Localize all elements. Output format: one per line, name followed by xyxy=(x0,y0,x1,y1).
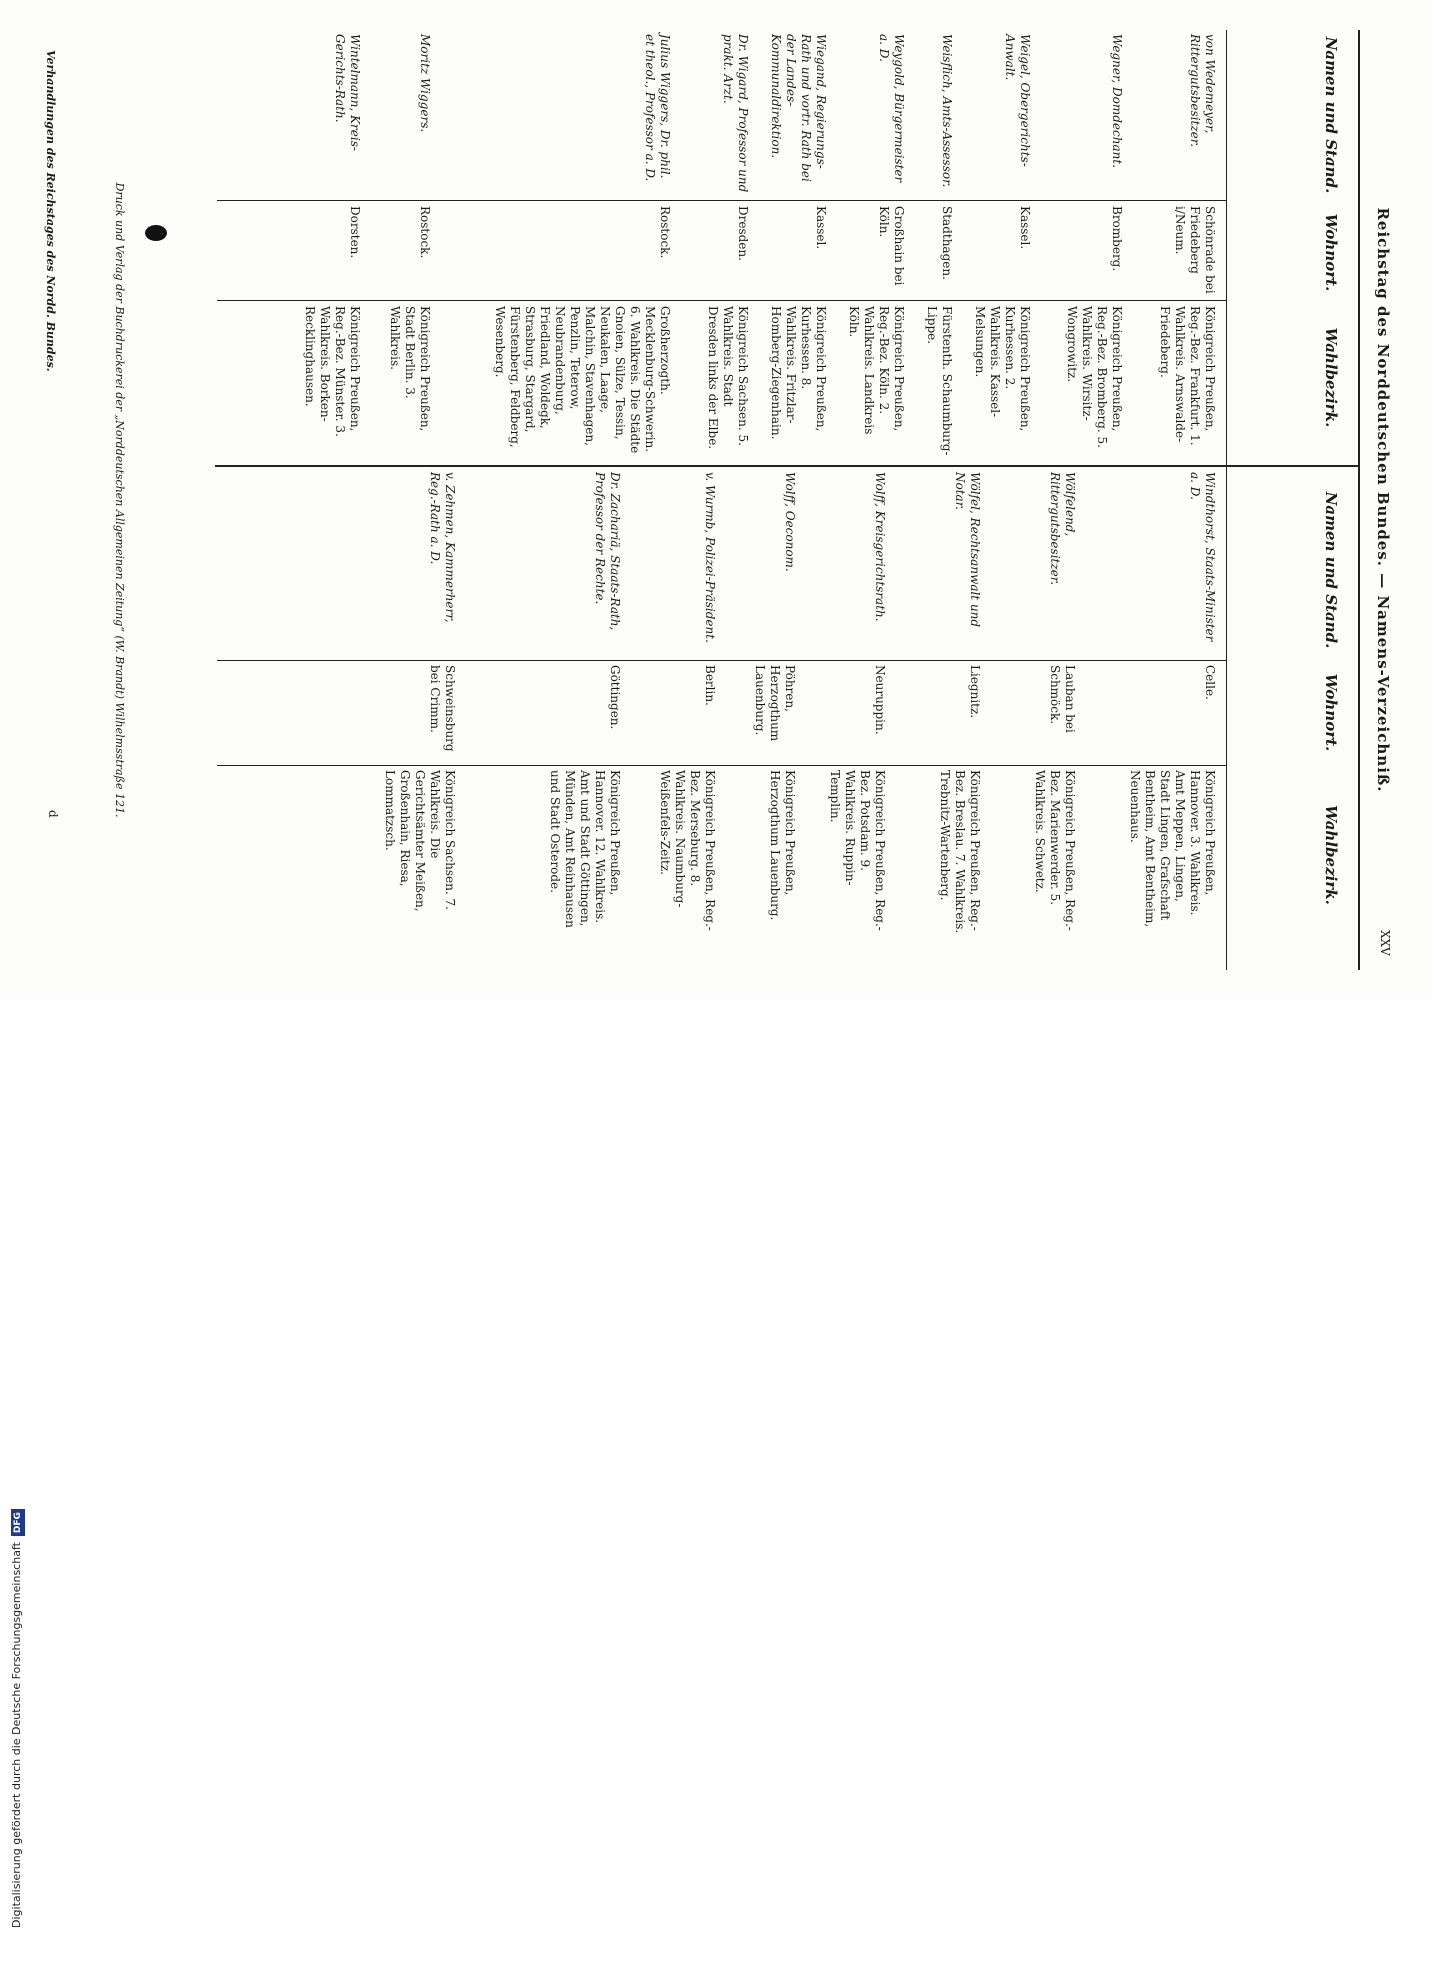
table-row: Weisflich, Amts-Assessor. Stadthagen. Fürstenth. Schaumburg-Lippe. xyxy=(925,34,954,456)
footer-title: Verhandlungen des Reichstages des Nordd. Bundes. xyxy=(44,50,57,372)
center-divider xyxy=(215,465,1360,467)
table-row: Windthorst, Staats-Minister a. D. Celle. Königreich Preußen, Hannover. 3. Wahlkreis. Amt Meppen, Lingen, Stadt Lingen, Grafschaft Bentheim, Amt Bentheim, Neuenhaus. xyxy=(1128,472,1217,928)
col-district-right: Wahlbezirk. xyxy=(1322,805,1340,905)
page-number: XXV xyxy=(1378,930,1392,956)
printer-imprint: Druck und Verlag der Buchdruckerei der „Norddeutschen Allgemeinen Zeitung“ (W. Brandt) Wilhelmsstraße 121. xyxy=(113,182,126,818)
table-row: Wölfel, Rechtsanwalt und Notar. Liegnitz. Königreich Preußen, Reg.-Bez. Breslau. 7. Wahlkreis. Trebnitz-Wartenberg. xyxy=(938,472,982,934)
col-name-left: Namen und Stand. xyxy=(1322,36,1340,194)
table-row: Wiegand, Regierungs-Rath und vortr. Rath bei der Landes-Kommunaldirektion. Kassel. Königreich Preußen, Kurhessen. 8. Wahlkreis. Fritzlar-Homberg-Ziegenhain. xyxy=(769,34,828,440)
table-row: Wölfelend, Rittergutsbesitzer. Lauban bei Schmöck. Königreich Preußen, Reg.-Bez. Marienwerder. 5. Wahlkreis. Schwetz. xyxy=(1033,472,1077,931)
col-residence-left: Wohnort. xyxy=(1322,213,1340,292)
sheet-signature: d xyxy=(46,810,60,818)
col-residence-right: Wohnort. xyxy=(1322,673,1340,752)
table-row: v. Wurmb, Polizei-Präsident. Berlin. Königreich Preußen, Reg.-Bez. Merseburg. 8. Wahlkreis. Naumburg-Weißenfels-Zeitz. xyxy=(658,472,717,931)
table-row: Weigel, Obergerichts-Anwalt. Kassel. Königreich Preußen, Kurhessen. 2. Wahlkreis. Kassel-Melsungen. xyxy=(973,34,1032,432)
table-row: Julius Wiggers, Dr. phil. et theol., Professor a. D. Rostock. Großherzogth. Mecklenburg-Schwerin. 6. Wahlkreis. Die Städte Gnoien, Sülze, Tessin, Neukalen, Laage, Malchin, Stavenhagen, Penzlin, Teterow, Neubrandenburg, Friedland, Woldegk, Strasburg, Stargard, Fürstenberg, Feldberg, Wesenberg. xyxy=(493,34,672,454)
table-row: Wintelmann, Kreis-Gerichts-Rath. Dorsten. Königreich Preußen, Reg.-Bez. Münster. 3. Wahlkreis. Borken-Recklinghausen. xyxy=(303,34,362,437)
table-row: Dr. Zachariä, Staats-Rath, Professor der Rechte. Göttingen. Königreich Preußen, Hannover. 12. Wahlkreis. Amt und Stadt Göttingen, Münden, Amt Reinhausen und Stadt Osterode. xyxy=(548,472,622,928)
sidebar-credit: Digitalisierung gefördert durch die Deutsche ForschungsgemeinschaftDFG xyxy=(6,968,38,1968)
right-table xyxy=(327,472,1217,962)
table-row: Dr. Wigard, Professor und prakt. Arzt. Dresden. Königreich Sachsen. 5. Wahlkreis. Stadt Dresden links der Elbe. xyxy=(706,34,750,450)
col-name-right: Namen und Stand. xyxy=(1322,491,1340,649)
table-row: Wegner, Domdechant. Bromberg. Königreich Preußen, Reg.-Bez. Bromberg. 5. Wahlkreis. Wirsitz-Wongrowitz. xyxy=(1065,34,1124,448)
column-header-rule xyxy=(1226,30,1227,970)
table-row: Wolff, Kreisgerichtsrath. Neuruppin. Königreich Preußen, Reg.-Bez. Potsdam. 9. Wahlkreis. Ruppin-Templin. xyxy=(828,472,887,931)
col-district-left: Wahlbezirk. xyxy=(1322,327,1340,428)
table-row: v. Zehmen, Kammerherr, Reg.-Rath a. D. Schweinsburg bei Crimm. Königreich Sachsen. 7. Wahlkreis. Die Gerichtsämter Meißen, Großenhain, Riesa, Lommatzsch. xyxy=(383,472,457,912)
left-table xyxy=(267,34,1217,459)
ink-blot xyxy=(145,225,167,241)
table-row: Wolff, Oeconom. Pöhren, Herzogthum Lauenburg. Königreich Preußen, Herzogthum Lauenburg. xyxy=(753,472,797,921)
header-rule xyxy=(1358,30,1360,970)
table-row: von Wedemeyer, Rittergutsbesitzer. Schönrade bei Friedeberg i/Neum. Königreich Preußen, Reg.-Bez. Frankfurt. 1. Wahlkreis. Arnswalde-Friedeberg. xyxy=(1158,34,1217,446)
page-header: Reichstag des Norddeutschen Bundes. — Namens-Verzeichniß. xyxy=(1374,207,1392,793)
table-row: Weygold, Bürgermeister a. D. Großhain bei Köln. Königreich Preußen, Reg.-Bez. Köln. 2. Wahlkreis. Landkreis Köln. xyxy=(847,34,906,435)
table-row: Moritz Wiggers. Rostock. Königreich Preußen, Stadt Berlin. 3. Wahlkreis. xyxy=(388,34,432,432)
dfg-logo: DFG xyxy=(11,1509,25,1536)
